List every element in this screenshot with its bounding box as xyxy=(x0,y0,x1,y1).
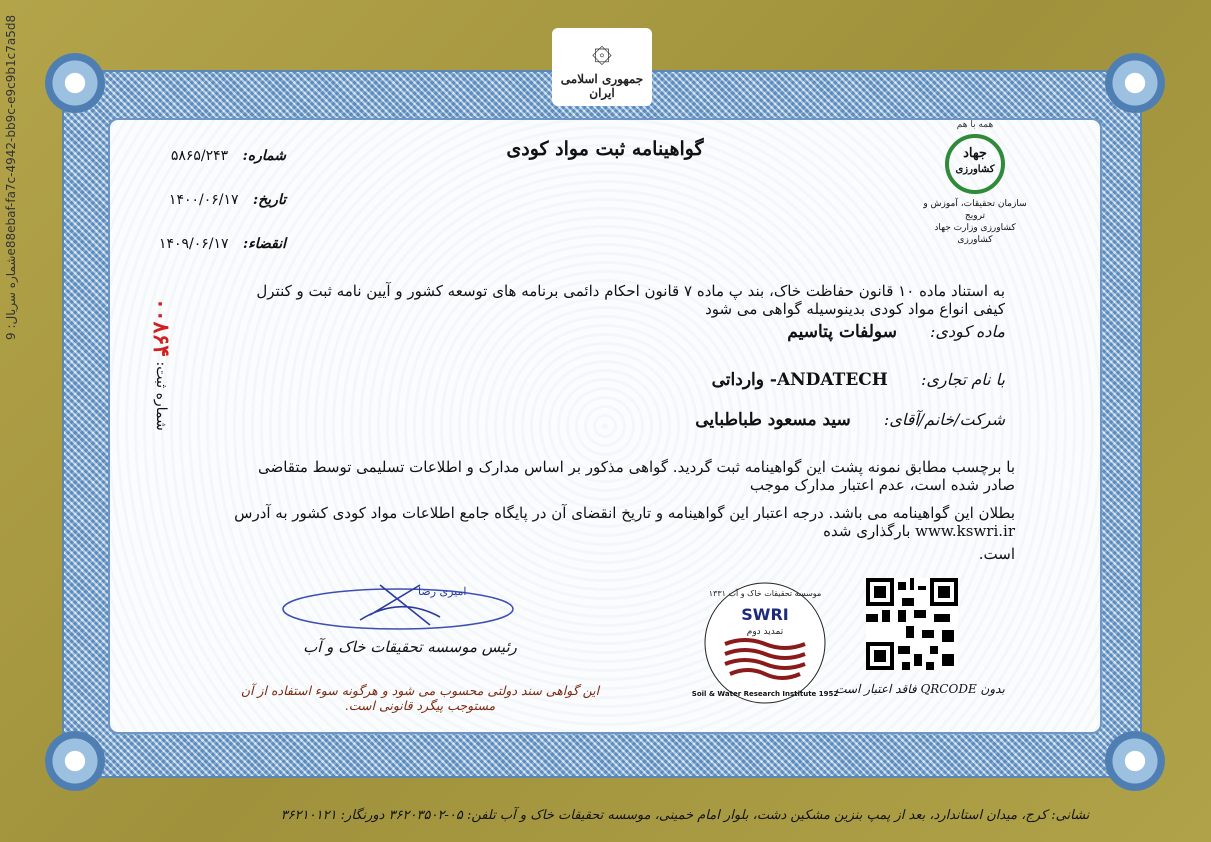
brand-value: ANDATECH- وارداتی xyxy=(711,370,888,390)
meta-number xyxy=(171,148,286,164)
logo-top-text: همه با هم xyxy=(956,120,994,130)
logo-name-2: کشاورزی xyxy=(955,164,995,175)
registration-number xyxy=(134,298,174,458)
reg-value: ۰۰۸۶۴ xyxy=(148,298,174,358)
seal-abbr: SWRI xyxy=(741,605,789,624)
meta-label: شماره: xyxy=(242,148,286,164)
logo-name-1: جهاد xyxy=(963,146,987,161)
signatory-title: رئیس موسسه تحقیقات خاک و آب xyxy=(303,638,517,656)
meta-date xyxy=(169,192,286,208)
qr-note: بدون QRCODE فاقد اعتبار است xyxy=(835,682,1005,696)
seal-renewed: تمدید دوم xyxy=(746,627,784,637)
jihad-logo-icon xyxy=(945,134,1005,194)
certificate-title: گواهینامه ثبت مواد کودی xyxy=(506,138,704,160)
logo-caption-1: سازمان تحقیقات، آموزش و ترویج xyxy=(923,199,1027,221)
legal-note: این گواهی سند دولتی محسوب می شود و هرگونه سوء استفاده از آن مستوجب پیگرد قانونی است. xyxy=(240,683,600,713)
swri-seal xyxy=(691,578,839,708)
emblem-icon: ۞ xyxy=(592,30,612,70)
meta-value: ۵۸۶۵/۲۴۳ xyxy=(170,148,229,164)
meta-expiry xyxy=(159,236,286,252)
field-company xyxy=(225,410,1005,430)
meta-value: ۱۴۰۰/۰۶/۱۷ xyxy=(168,192,239,208)
national-emblem xyxy=(552,28,652,106)
qr-code-icon xyxy=(866,578,958,670)
paragraph-line-2: بطلان این گواهینامه می باشد. درجه اعتبار این گواهینامه و تاریخ انقضای آن در پایگاه جامع اطلاعات مواد کودی کشور به آدرس www.kswri.ir بارگذاری شده xyxy=(234,504,1015,540)
org-logo xyxy=(920,120,1030,245)
logo-caption-2: کشاورزی وزارت جهاد کشاورزی xyxy=(934,223,1016,245)
footer-address: نشانی: کرج، میدان استاندارد، بعد از پمپ بنزین مشکین دشت، بلوار امام خمینی، موسسه تحقیقات خاک و آب تلفن: ۰۵-۳۶۲۰۳۵۰۲ دورنگار: ۳۶۲۱۰۱۲۱ xyxy=(280,808,1090,823)
corner-ornament-icon xyxy=(1100,48,1170,118)
field-brand xyxy=(225,370,1005,390)
material-value: سولفات پتاسیم xyxy=(787,322,897,342)
meta-label: تاریخ: xyxy=(252,192,286,208)
seal-english: Soil & Water Research Institute 1952 xyxy=(691,690,839,698)
paragraph-line-3: است. xyxy=(978,545,1015,563)
material-label: ماده کودی: xyxy=(930,322,1005,341)
intro-text: به استناد ماده ۱۰ قانون حفاظت خاک، بند پ ماده ۷ قانون احکام دائمی برنامه های توسعه کشور و آیین نامه ثبت و کنترل کیفی انواع مواد کودی بدینوسیله گواهی می شود xyxy=(256,282,1005,318)
meta-label: انقضاء: xyxy=(242,236,286,252)
brand-label: با نام تجاری: xyxy=(920,370,1005,389)
emblem-label: جمهوری اسلامی ایران xyxy=(560,72,644,100)
serial-number: شماره سریال: 9e88ebaf-fa7c-4942-bb9c-e9c9b1c7a5d8 xyxy=(4,14,18,340)
seal-ring-text: موسسه تحقیقات خاک و آب ۱۳۳۱ xyxy=(708,589,822,598)
company-value: سید مسعود طباطبایی xyxy=(695,410,851,430)
company-label: شرکت/خانم/آقای: xyxy=(883,410,1005,429)
reg-label: شماره ثبت: xyxy=(153,361,169,431)
signature-scribble xyxy=(280,575,520,645)
field-material xyxy=(225,322,1005,342)
paragraph-line-1: با برچسب مطابق نمونه پشت این گواهینامه ثبت گردید. گواهی مذکور بر اساس مدارک و اطلاعات تسلیمی توسط متقاضی صادر شده است، عدم اعتبار مدارک موجب xyxy=(257,458,1015,494)
signature-text: امیری رضا xyxy=(418,585,467,598)
meta-value: ۱۴۰۹/۰۶/۱۷ xyxy=(158,236,229,252)
corner-ornament-icon xyxy=(40,48,110,118)
corner-ornament-icon xyxy=(1100,726,1170,796)
corner-ornament-icon xyxy=(40,726,110,796)
